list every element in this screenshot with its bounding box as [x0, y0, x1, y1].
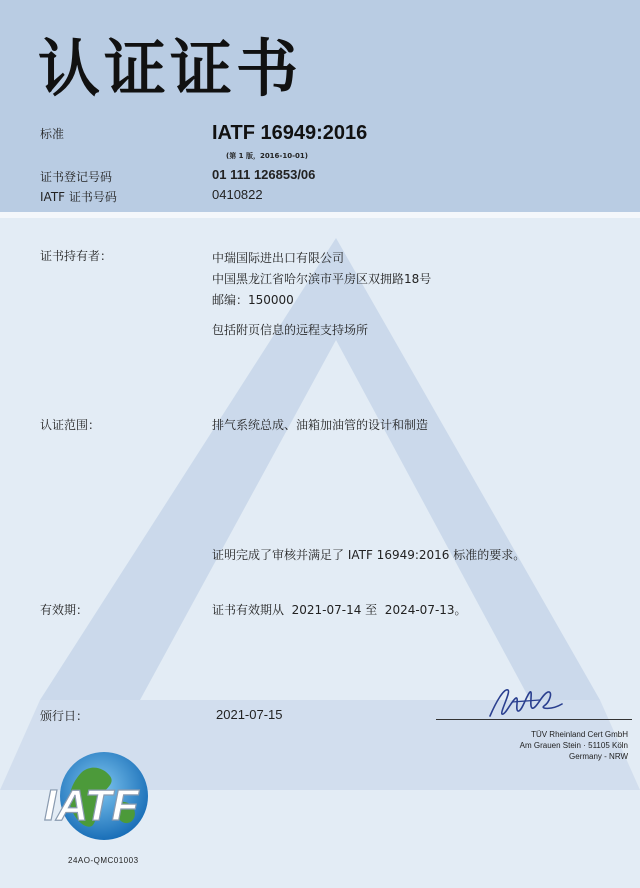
holder-address: 中国黑龙江省哈尔滨市平房区双拥路18号	[212, 272, 432, 286]
holder-company: 中瑞国际进出口有限公司	[212, 251, 345, 265]
issue-date: 2021-07-15	[216, 707, 283, 722]
signature-icon	[482, 680, 572, 722]
validity-label: 有效期：	[40, 603, 89, 617]
issuer-address: Am Grauen Stein · 51105 Köln	[519, 741, 628, 750]
issuer-name: TÜV Rheinland Cert GmbH	[531, 730, 628, 739]
logo-code: 24AO-QMC01003	[68, 856, 139, 865]
iatf-globe-logo-icon	[42, 742, 162, 850]
standard-edition: (第 1 版，2016-10-01)	[226, 152, 308, 160]
holder-postcode: 邮编：150000	[212, 293, 294, 307]
iatf-cert-value: 0410822	[212, 187, 263, 202]
standard-label: 标准	[40, 127, 65, 141]
validity-value: 证书有效期从 2021-07-14 至 2024-07-13。	[212, 603, 467, 617]
scope-value: 排气系统总成、油箱加油管的设计和制造	[212, 418, 429, 432]
certificate-title: 认证证书	[38, 32, 303, 105]
issue-label: 颁行日：	[40, 709, 89, 723]
iatf-cert-label: IATF 证书号码	[40, 190, 117, 204]
issuer-block	[520, 729, 628, 762]
signature-line	[436, 719, 632, 720]
registration-value: 01 111 126853/06	[212, 167, 316, 182]
holder-label: 证书持有者：	[40, 249, 113, 263]
registration-label: 证书登记号码	[40, 170, 113, 184]
scope-label: 认证范围：	[40, 418, 101, 432]
holder-note: 包括附页信息的远程支持场所	[212, 323, 369, 337]
issuer-country: Germany - NRW	[569, 752, 628, 761]
standard-value: IATF 16949:2016	[212, 122, 368, 144]
logo-text: IATF	[44, 781, 139, 830]
compliance-statement: 证明完成了审核并满足了 IATF 16949:2016 标准的要求。	[212, 548, 526, 562]
